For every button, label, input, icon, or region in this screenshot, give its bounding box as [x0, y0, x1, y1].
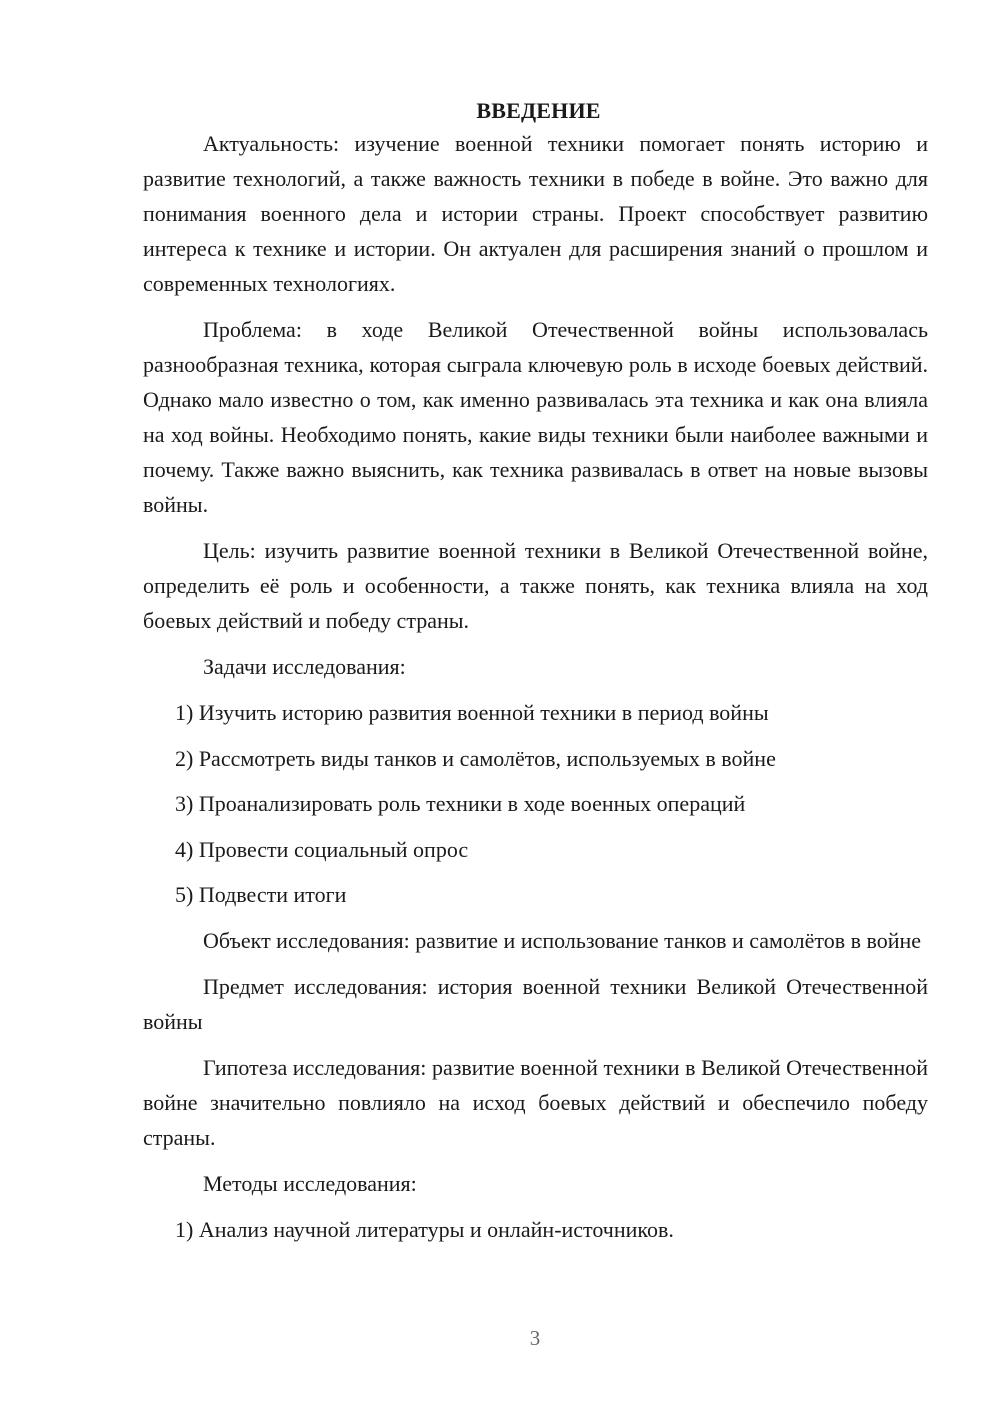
- paragraph-object: Объект исследования: развитие и использование танков и самолётов в войне: [203, 927, 922, 953]
- methods-list: [143, 1212, 928, 1247]
- paragraph-relevance: Актуальность: изучение военной техники помогает понять историю и развитие технологий, а также важность техники в победе в войне. Это важно для понимания военного дела и истории страны. Проект способствует развитию интереса к технике и истории. Он актуален для расширения знаний о прошлом и современных технологиях.: [143, 131, 928, 296]
- paragraph-problem: Проблема: в ходе Великой Отечественной войны использовалась разнообразная техника, которая сыграла ключевую роль в исходе боевых действий. Однако мало известно о том, как именно развивалась эта техника и как она влияла на ход войны. Необходимо понять, какие виды техники были наиболее важными и почему. Также важно выяснить, как техника развивалась в ответ на новые вызовы войны.: [143, 317, 928, 517]
- methods-heading: Методы исследования:: [203, 1170, 417, 1196]
- list-item: 1) Изучить историю развития военной техники в период войны: [175, 700, 769, 725]
- section-title: ВВЕДЕНИЕ: [476, 98, 601, 123]
- paragraph-subject: Предмет исследования: история военной техники Великой Отечественной войны: [143, 973, 928, 1034]
- list-item: 2) Рассмотреть виды танков и самолётов, используемых в войне: [175, 745, 776, 771]
- document-body: [143, 94, 928, 1258]
- page-number: 3: [529, 1326, 541, 1350]
- list-item: 4) Провести социальный опрос: [175, 836, 469, 862]
- tasks-heading: Задачи исследования:: [203, 654, 406, 679]
- tasks-list: [143, 695, 928, 912]
- paragraph-hypothesis: Гипотеза исследования: развитие военной техники в Великой Отечественной войне значительно повлияло на исход боевых действий и обеспечило победу страны.: [143, 1054, 928, 1150]
- list-item: 5) Подвести итоги: [175, 882, 347, 908]
- list-item: 3) Проанализировать роль техники в ходе военных операций: [175, 791, 746, 817]
- paragraph-goal: Цель: изучить развитие военной техники в Великой Отечественной войне, определить её роль и особенности, а также понять, как техника влияла на ход боевых действий и победу страны.: [143, 538, 928, 633]
- list-item: 1) Анализ научной литературы и онлайн-источников.: [175, 1216, 674, 1242]
